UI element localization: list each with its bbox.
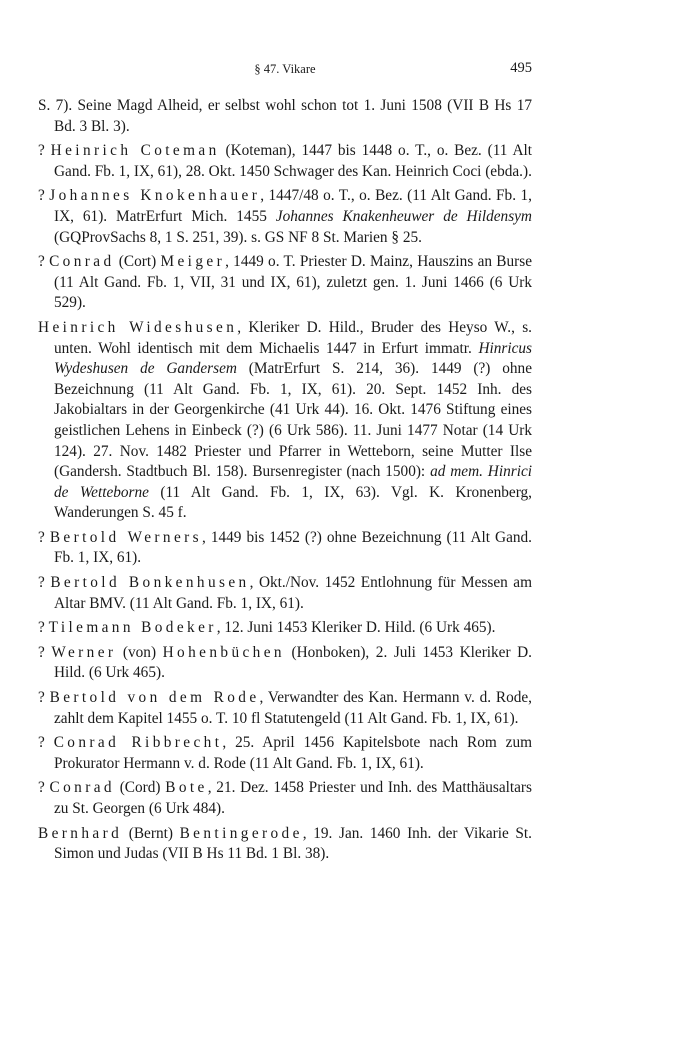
running-header <box>38 58 532 80</box>
entry-name: Bertold Bonkenhusen <box>50 574 250 592</box>
entry-conrad-bote: ? Conrad (Cord) Bote, 21. Dez. 1458 Priester und Inh. des Matthäusaltars zu St. Georgen (6 Urk 484). <box>38 779 532 817</box>
entry-conrad-meiger: ? Conrad (Cort) Meiger, 1449 o. T. Priester D. Mainz, Hauszins an Burse (11 Alt Gand. Fb. 1, VII, 31 und IX, 61), zuletzt gen. 1. Juni 1466 (6 Urk 529). <box>38 253 532 312</box>
entry-name: Bertold von dem Rode <box>49 689 260 707</box>
entry-bernhard-bentingerode: Bernhard (Bernt) Bentingerode, 19. Jan. 1460 Inh. der Vikarie St. Simon und Judas (VII B Hs 11 Bd. 1 Bl. 38). <box>38 824 532 863</box>
document-page <box>38 58 532 869</box>
entry-name: Hohenbüchen <box>162 643 285 661</box>
entry-name: Bertold Werners <box>49 528 203 546</box>
entry-bertold-bonkenhusen: ? Bertold Bonkenhusen, Okt./Nov. 1452 Entlohnung für Messen am Altar BMV. (11 Alt Gand. Fb. 1, IX, 61). <box>38 574 532 612</box>
entry-name: Bernhard <box>38 824 123 842</box>
entry-heinrich-wideshusen: Heinrich Wideshusen, Kleriker D. Hild., Bruder des Heyso W., s. unten. Wohl identisch mit dem Michaelis 1447 in Erfurt immatr. Hinricus Wydeshusen de Gandersem (MatrErfurt S. 214, 36). 1449 (?) ohne Bezeichnung (11 Alt Gand. Fb. 1, IX, 61). 20. Sept. 1452 Inh. des Jakobialtars in der Georgenkirche (41 Urk 44). 16. Okt. 1476 Stiftung eines geistlichen Lehens in Einbeck (?) (6 Urk 586). 11. Juni 1477 Notar (14 Urk 124). 27. Nov. 1482 Priester und Pfarrer in Wetteborn, seine Mutter Ilse (Gandersh. Stadtbuch Bl. 158). Bursenregister (nach 1500): ad mem. Hinrici de Wetteborne (11 Alt Gand. Fb. 1, IX, 63). Vgl. K. Kronenberg, Wanderungen S. 45 f. <box>38 318 533 522</box>
page-number: 495 <box>510 60 532 76</box>
entry-heinrich-coteman: ? Heinrich Coteman (Koteman), 1447 bis 1448 o. T., o. Bez. (11 Alt Gand. Fb. 1, IX, 61), 28. Okt. 1450 Schwager des Kan. Heinrich Coci (ebda.). <box>38 142 532 180</box>
entry-name: Werner <box>51 643 117 661</box>
entry-name: Conrad <box>49 779 115 797</box>
entry-list <box>38 96 532 865</box>
entry-name: Johannes Knokenhauer <box>49 187 261 205</box>
entry-name: Heinrich Wideshusen <box>38 318 238 336</box>
entry-name: Meiger <box>160 253 226 271</box>
entry-bertold-von-dem-rode: ? Bertold von dem Rode, Verwandter des Kan. Hermann v. d. Rode, zahlt dem Kapitel 1455 o. T. 10 fl Statutengeld (11 Alt Gand. Fb. 1, IX, 61). <box>38 689 532 727</box>
entry-johannes-knokenhauer: ? Johannes Knokenhauer, 1447/48 o. T., o. Bez. (11 Alt Gand. Fb. 1, IX, 61). MatrErfurt Mich. 1455 Johannes Knakenheuwer de Hildensym (GQProvSachs 8, 1 S. 251, 39). s. GS NF 8 St. Marien § 25. <box>38 187 532 246</box>
entry-bertold-werners: ? Bertold Werners, 1449 bis 1452 (?) ohne Bezeichnung (11 Alt Gand. Fb. 1, IX, 61). <box>38 528 532 567</box>
entry-name: Tilemann Bodeker <box>48 619 217 637</box>
entry-conrad-ribbrecht: ? Conrad Ribbrecht, 25. April 1456 Kapitelsbote nach Rom zum Prokurator Hermann v. d. Rode (11 Alt Gand. Fb. 1, IX, 61). <box>38 734 532 772</box>
entry-continuation: S. 7). Seine Magd Alheid, er selbst wohl schon tot 1. Juni 1508 (VII B Hs 17 Bd. 3 Bl. 3). <box>38 97 532 135</box>
entry-name: Heinrich Coteman <box>50 142 220 160</box>
entry-werner-hohenbuechen: ? Werner (von) Hohenbüchen (Honboken), 2. Juli 1453 Kleriker D. Hild. (6 Urk 465). <box>38 643 532 682</box>
entry-name: Bote <box>165 779 208 797</box>
entry-name: Conrad Ribbrecht <box>53 734 223 752</box>
entry-name: Bentingerode <box>179 824 303 842</box>
entry-tilemann-bodeker: ? Tilemann Bodeker, 12. Juni 1453 Kleriker D. Hild. (6 Urk 465). <box>38 619 496 637</box>
section-title: § 47. Vikare <box>254 62 316 76</box>
entry-name: Conrad <box>49 253 115 271</box>
